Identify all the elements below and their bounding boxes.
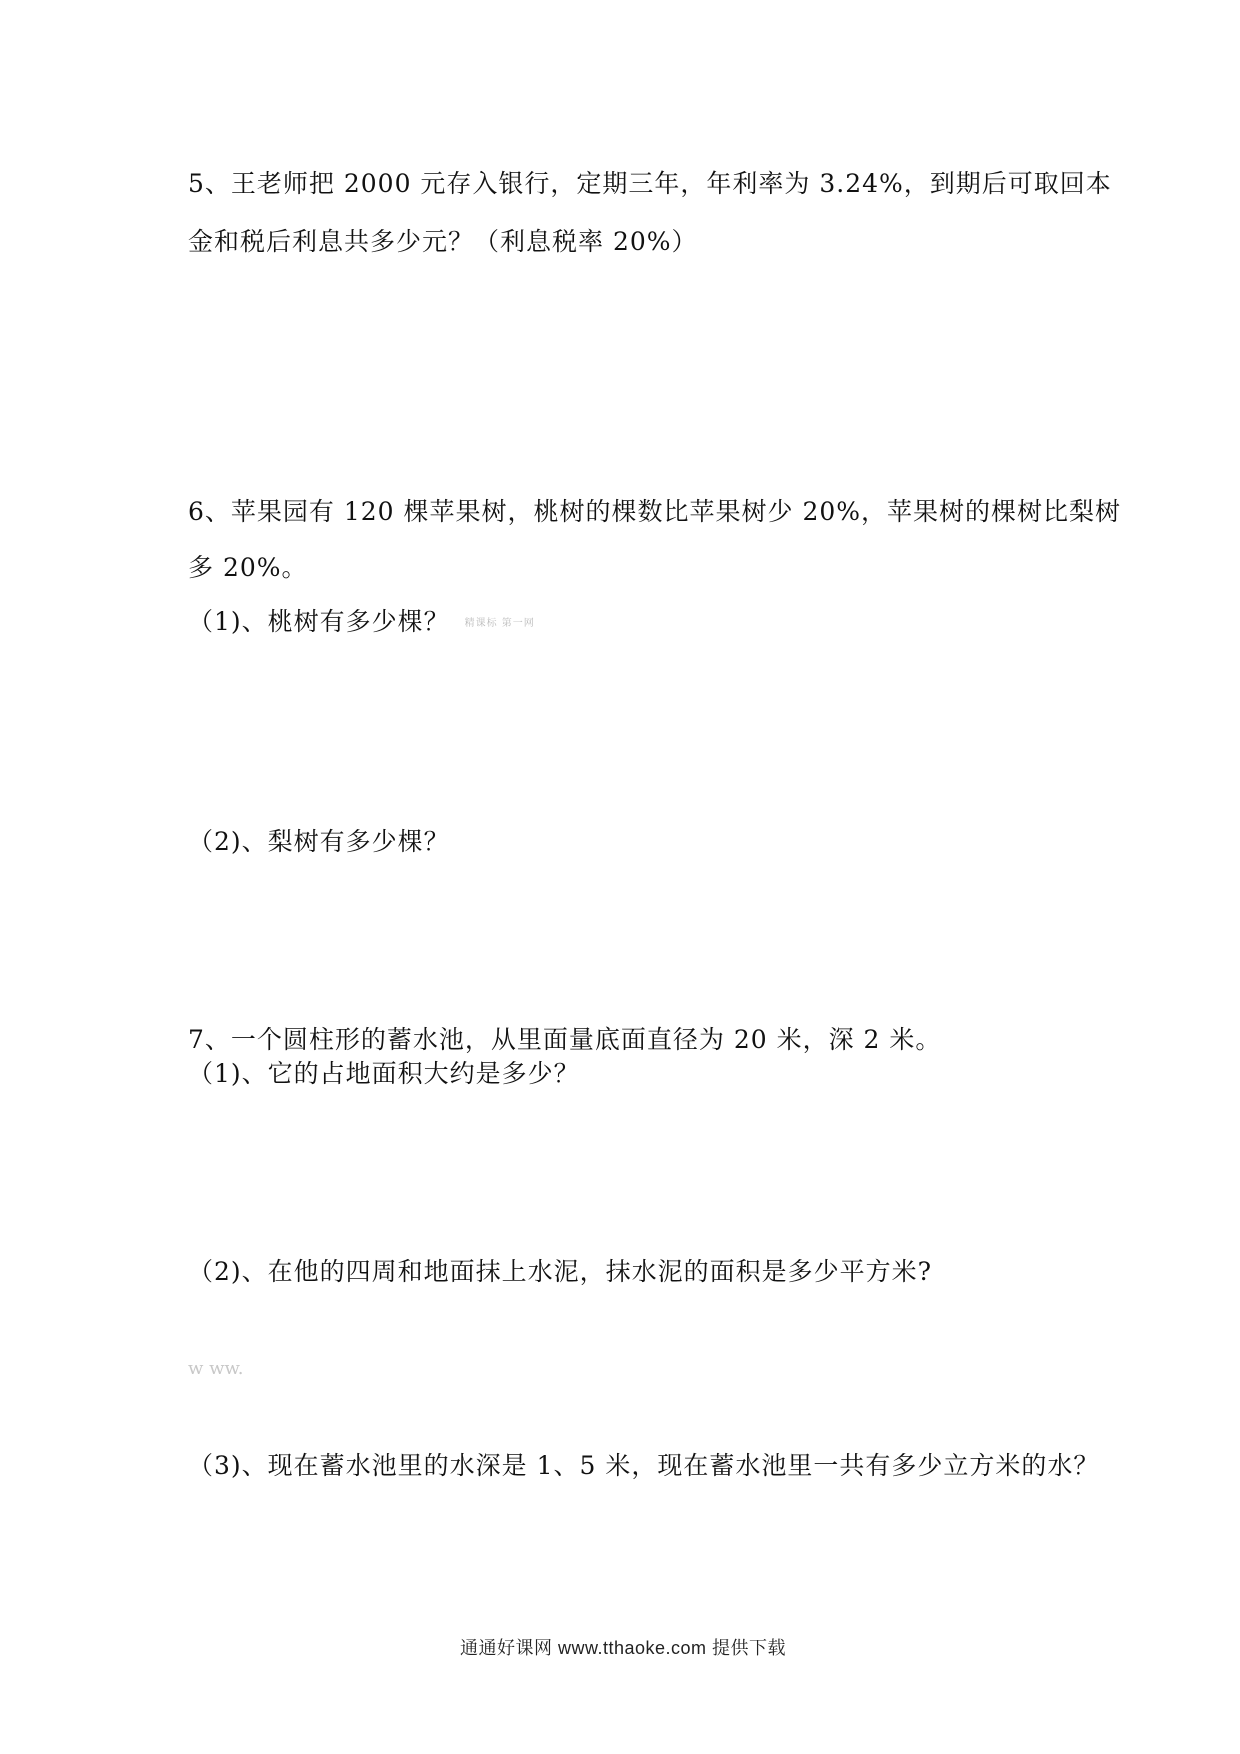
question-6-line-1: 6、苹果园有 120 棵苹果树，桃树的棵数比苹果树少 20%，苹果树的棵树比梨树: [188, 497, 1122, 526]
question-5-line-1: 5、王老师把 2000 元存入银行，定期三年，年利率为 3.24%，到期后可取回本: [188, 169, 1112, 198]
question-6-line-2: 多 20%。: [188, 553, 308, 582]
question-5-line-2: 金和税后利息共多少元？（利息税率 20%）: [188, 227, 698, 256]
watermark-text: w ww.: [188, 1358, 244, 1379]
question-6-sub-1-text: （1)、桃树有多少棵？: [188, 607, 450, 636]
question-7-sub-2: （2)、在他的四周和地面抹上水泥，抹水泥的面积是多少平方米?: [188, 1257, 933, 1286]
question-6-sub-1: [188, 606, 535, 640]
footer-download-credit: 通通好课网 www.tthaoke.com 提供下载: [460, 1638, 787, 1658]
question-7-line-1: 7、一个圆柱形的蓄水池，从里面量底面直径为 20 米，深 2 米。: [188, 1025, 942, 1054]
question-6-sub-2: （2)、梨树有多少棵？: [188, 827, 450, 856]
question-7-sub-1: （1)、它的占地面积大约是多少？: [188, 1059, 580, 1088]
question-7-sub-3: （3)、现在蓄水池里的水深是 1、5 米，现在蓄水池里一共有多少立方米的水？: [188, 1451, 1100, 1480]
question-6-sub-1-note: 精课标 第一网: [464, 617, 535, 629]
